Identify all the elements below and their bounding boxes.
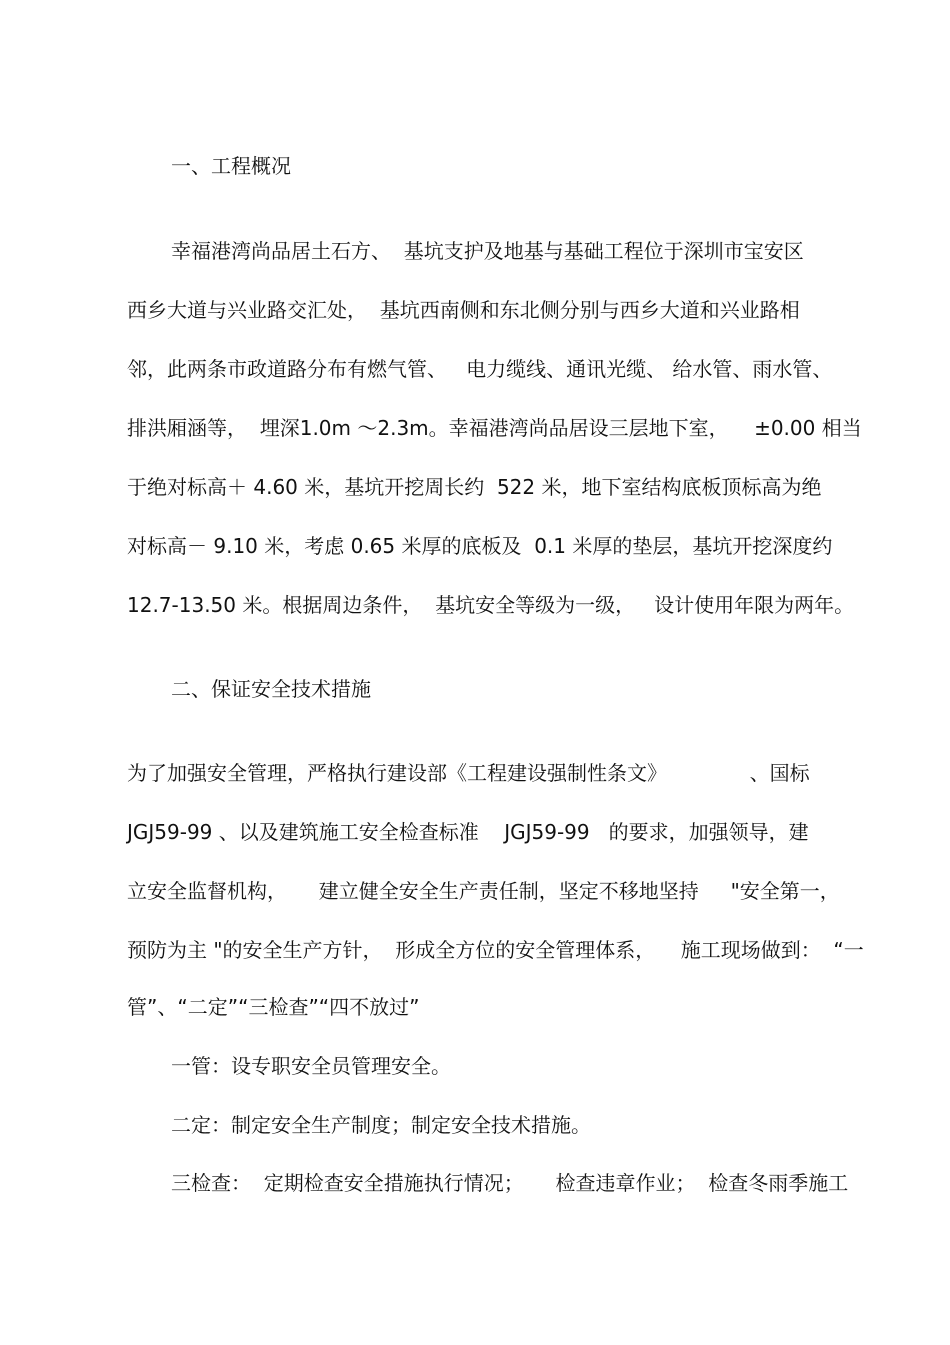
section-heading-overview: 一、工程概况 [171,154,291,178]
paragraph-line: 对标高－ 9.10 米，考虑 0.65 米厚的底板及 0.1 米厚的垫层，基坑开挖深度约 [127,534,833,558]
paragraph-line: 排洪厢涵等， 埋深1.0m ～2.3m。幸福港湾尚品居设三层地下室， ±0.00 相当 [127,416,862,440]
paragraph-line: 预防为主 "的安全生产方针， 形成全方位的安全管理体系， 施工现场做到： “一 [127,938,864,962]
paragraph-line: 管”、“二定”“三检查”“四不放过” [127,995,420,1019]
paragraph-line: 为了加强安全管理，严格执行建设部《工程建设强制性条文》 、国标 [127,761,810,785]
paragraph-line: 邻，此两条市政道路分布有燃气管、 电力缆线、通讯光缆、 给水管、雨水管、 [127,357,833,381]
paragraph-line: 于绝对标高＋ 4.60 米，基坑开挖周长约 522 米，地下室结构底板顶标高为绝 [127,475,822,499]
section-heading-safety: 二、保证安全技术措施 [171,677,371,701]
paragraph-line: JGJ59-99 、以及建筑施工安全检查标准 JGJ59-99 的要求，加强领导，建 [127,820,809,844]
paragraph-line: 立安全监督机构， 建立健全安全生产责任制，坚定不移地坚持 "安全第一， [127,879,840,903]
paragraph-line: 12.7-13.50 米。根据周边条件， 基坑安全等级为一级， 设计使用年限为两年。 [127,593,855,617]
list-item: 二定：制定安全生产制度；制定安全技术措施。 [171,1113,591,1137]
list-item: 三检查： 定期检查安全措施执行情况； 检查违章作业； 检查冬雨季施工 [171,1171,849,1195]
paragraph-line: 幸福港湾尚品居土石方、 基坑支护及地基与基础工程位于深圳市宝安区 [171,239,804,263]
list-item: 一管：设专职安全员管理安全。 [171,1054,451,1078]
paragraph-line: 西乡大道与兴业路交汇处， 基坑西南侧和东北侧分别与西乡大道和兴业路相 [127,298,800,322]
